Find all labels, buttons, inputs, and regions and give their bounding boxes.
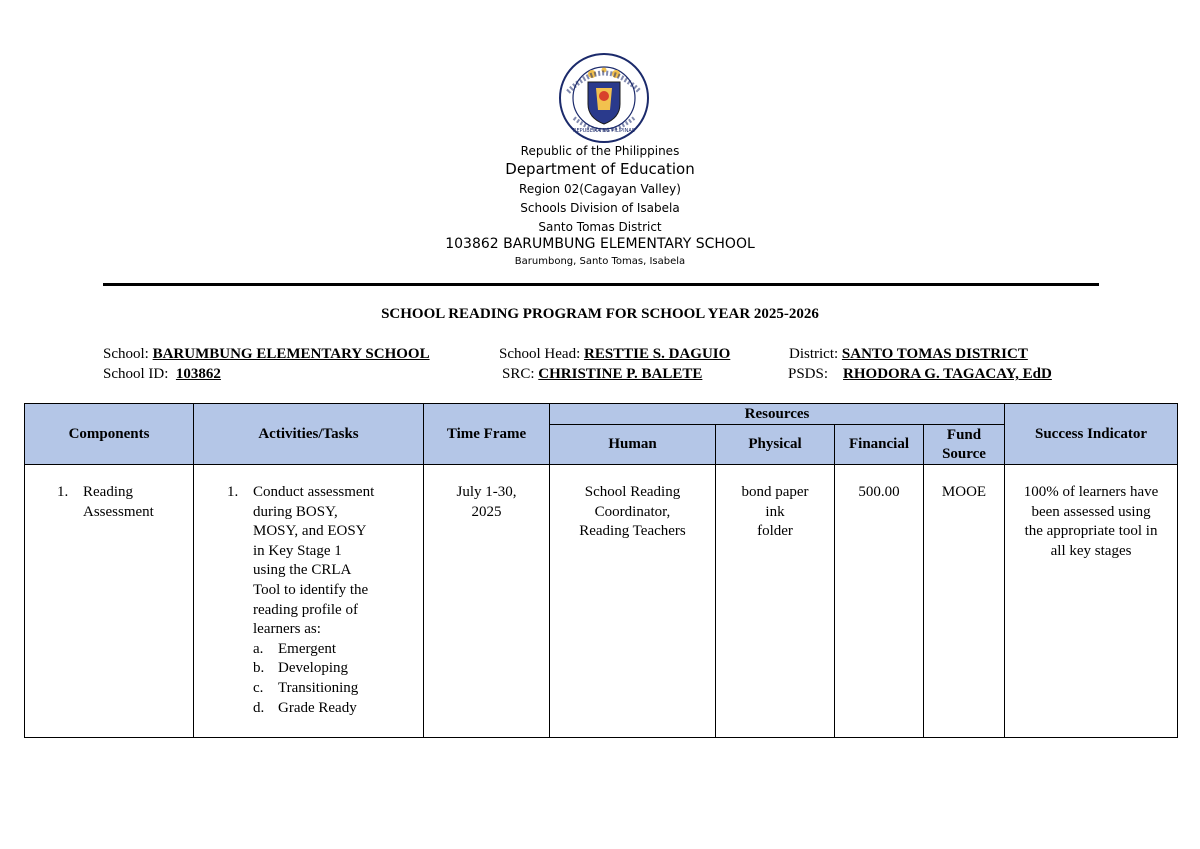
time-frame-cell (424, 465, 550, 738)
school-label: School: (103, 346, 149, 362)
activity-line: reading profile of (253, 601, 358, 618)
src-info (502, 366, 702, 383)
component-cell (25, 465, 194, 738)
deped-seal-logo (558, 52, 650, 144)
subitem: b. Developing (253, 660, 348, 677)
activity-line: Conduct assessment (253, 484, 375, 500)
header-human: Human (550, 425, 716, 465)
activity-number: 1. (227, 484, 239, 500)
human-resource-cell: School Reading Coordinator, Reading Teachers (550, 465, 716, 738)
header-success-indicator: Success Indicator (1005, 404, 1178, 465)
address-line: Barumbong, Santo Tomas, Isabela (514, 256, 686, 267)
district-label: District: (789, 346, 839, 362)
district-info (789, 346, 1028, 363)
head-value: RESTTIE S. DAGUIO (583, 346, 731, 362)
republic-line: Republic of the Philippines (520, 144, 680, 158)
region-line: Region 02(Cagayan Valley) (519, 182, 681, 196)
activity-line: using the CRLA (253, 562, 352, 579)
header-divider (103, 283, 1099, 286)
activity-line: learners as: (253, 621, 321, 638)
header-components: Components (25, 404, 194, 465)
psds-value: RHODORA G. TAGACAY, EdD (843, 366, 1052, 382)
district-line: Santo Tomas District (538, 220, 662, 234)
header-resources: Resources (550, 404, 1005, 425)
component-line2: Assessment (83, 503, 154, 520)
header-fund-source-line2: Source (942, 445, 986, 462)
school-id-label: School ID: (103, 366, 169, 382)
header-fund-source-line1: Fund (946, 426, 982, 443)
division-line: Schools Division of Isabela (520, 201, 680, 215)
fund-source-cell: MOOE (924, 465, 1005, 738)
activity-line: MOSY, and EOSY (253, 523, 367, 540)
school-info (103, 346, 430, 363)
physical-resource-cell: bond paper ink folder (716, 465, 835, 738)
reading-program-table (24, 403, 1178, 738)
time-frame-line1: July 1-30, (456, 484, 517, 500)
psds-info (788, 366, 1052, 383)
header-financial: Financial (835, 425, 924, 465)
component-number: 1. (57, 484, 69, 500)
header-activities: Activities/Tasks (194, 404, 424, 465)
document-title: SCHOOL READING PROGRAM FOR SCHOOL YEAR 2025-2026 (381, 306, 819, 322)
header-time-frame: Time Frame (424, 404, 550, 465)
activity-cell (194, 465, 424, 738)
financial-cell: 500.00 (835, 465, 924, 738)
success-indicator-cell: 100% of learners have been assessed using the appropriate tool in all key stages (1005, 465, 1178, 738)
subitem: d. Grade Ready (253, 699, 357, 716)
component-line1: Reading (83, 484, 133, 500)
activity-line: Tool to identify the (253, 581, 369, 598)
time-frame-line2: 2025 (471, 503, 502, 520)
header-fund-source (924, 425, 1005, 465)
psds-label: PSDS: (788, 366, 829, 382)
subitem: a. Emergent (253, 640, 337, 657)
head-info (499, 346, 730, 363)
department-line: Department of Education (505, 160, 695, 178)
src-value: CHRISTINE P. BALETE (538, 366, 703, 382)
src-label: SRC: (502, 366, 535, 382)
head-label: School Head: (499, 346, 581, 362)
subitem: c. Transitioning (253, 679, 359, 696)
table-row (25, 465, 1178, 738)
activity-line: during BOSY, (253, 503, 338, 520)
activity-line: in Key Stage 1 (253, 542, 342, 559)
svg-text:REPUBLIKA NG PILIPINAS: REPUBLIKA NG PILIPINAS (573, 128, 635, 134)
school-id-info (103, 366, 221, 383)
header-physical: Physical (716, 425, 835, 465)
school-value: BARUMBUNG ELEMENTARY SCHOOL (152, 346, 430, 362)
district-value: SANTO TOMAS DISTRICT (841, 346, 1028, 362)
school-name-line: 103862 BARUMBUNG ELEMENTARY SCHOOL (445, 236, 755, 252)
school-id-value: 103862 (175, 366, 221, 382)
